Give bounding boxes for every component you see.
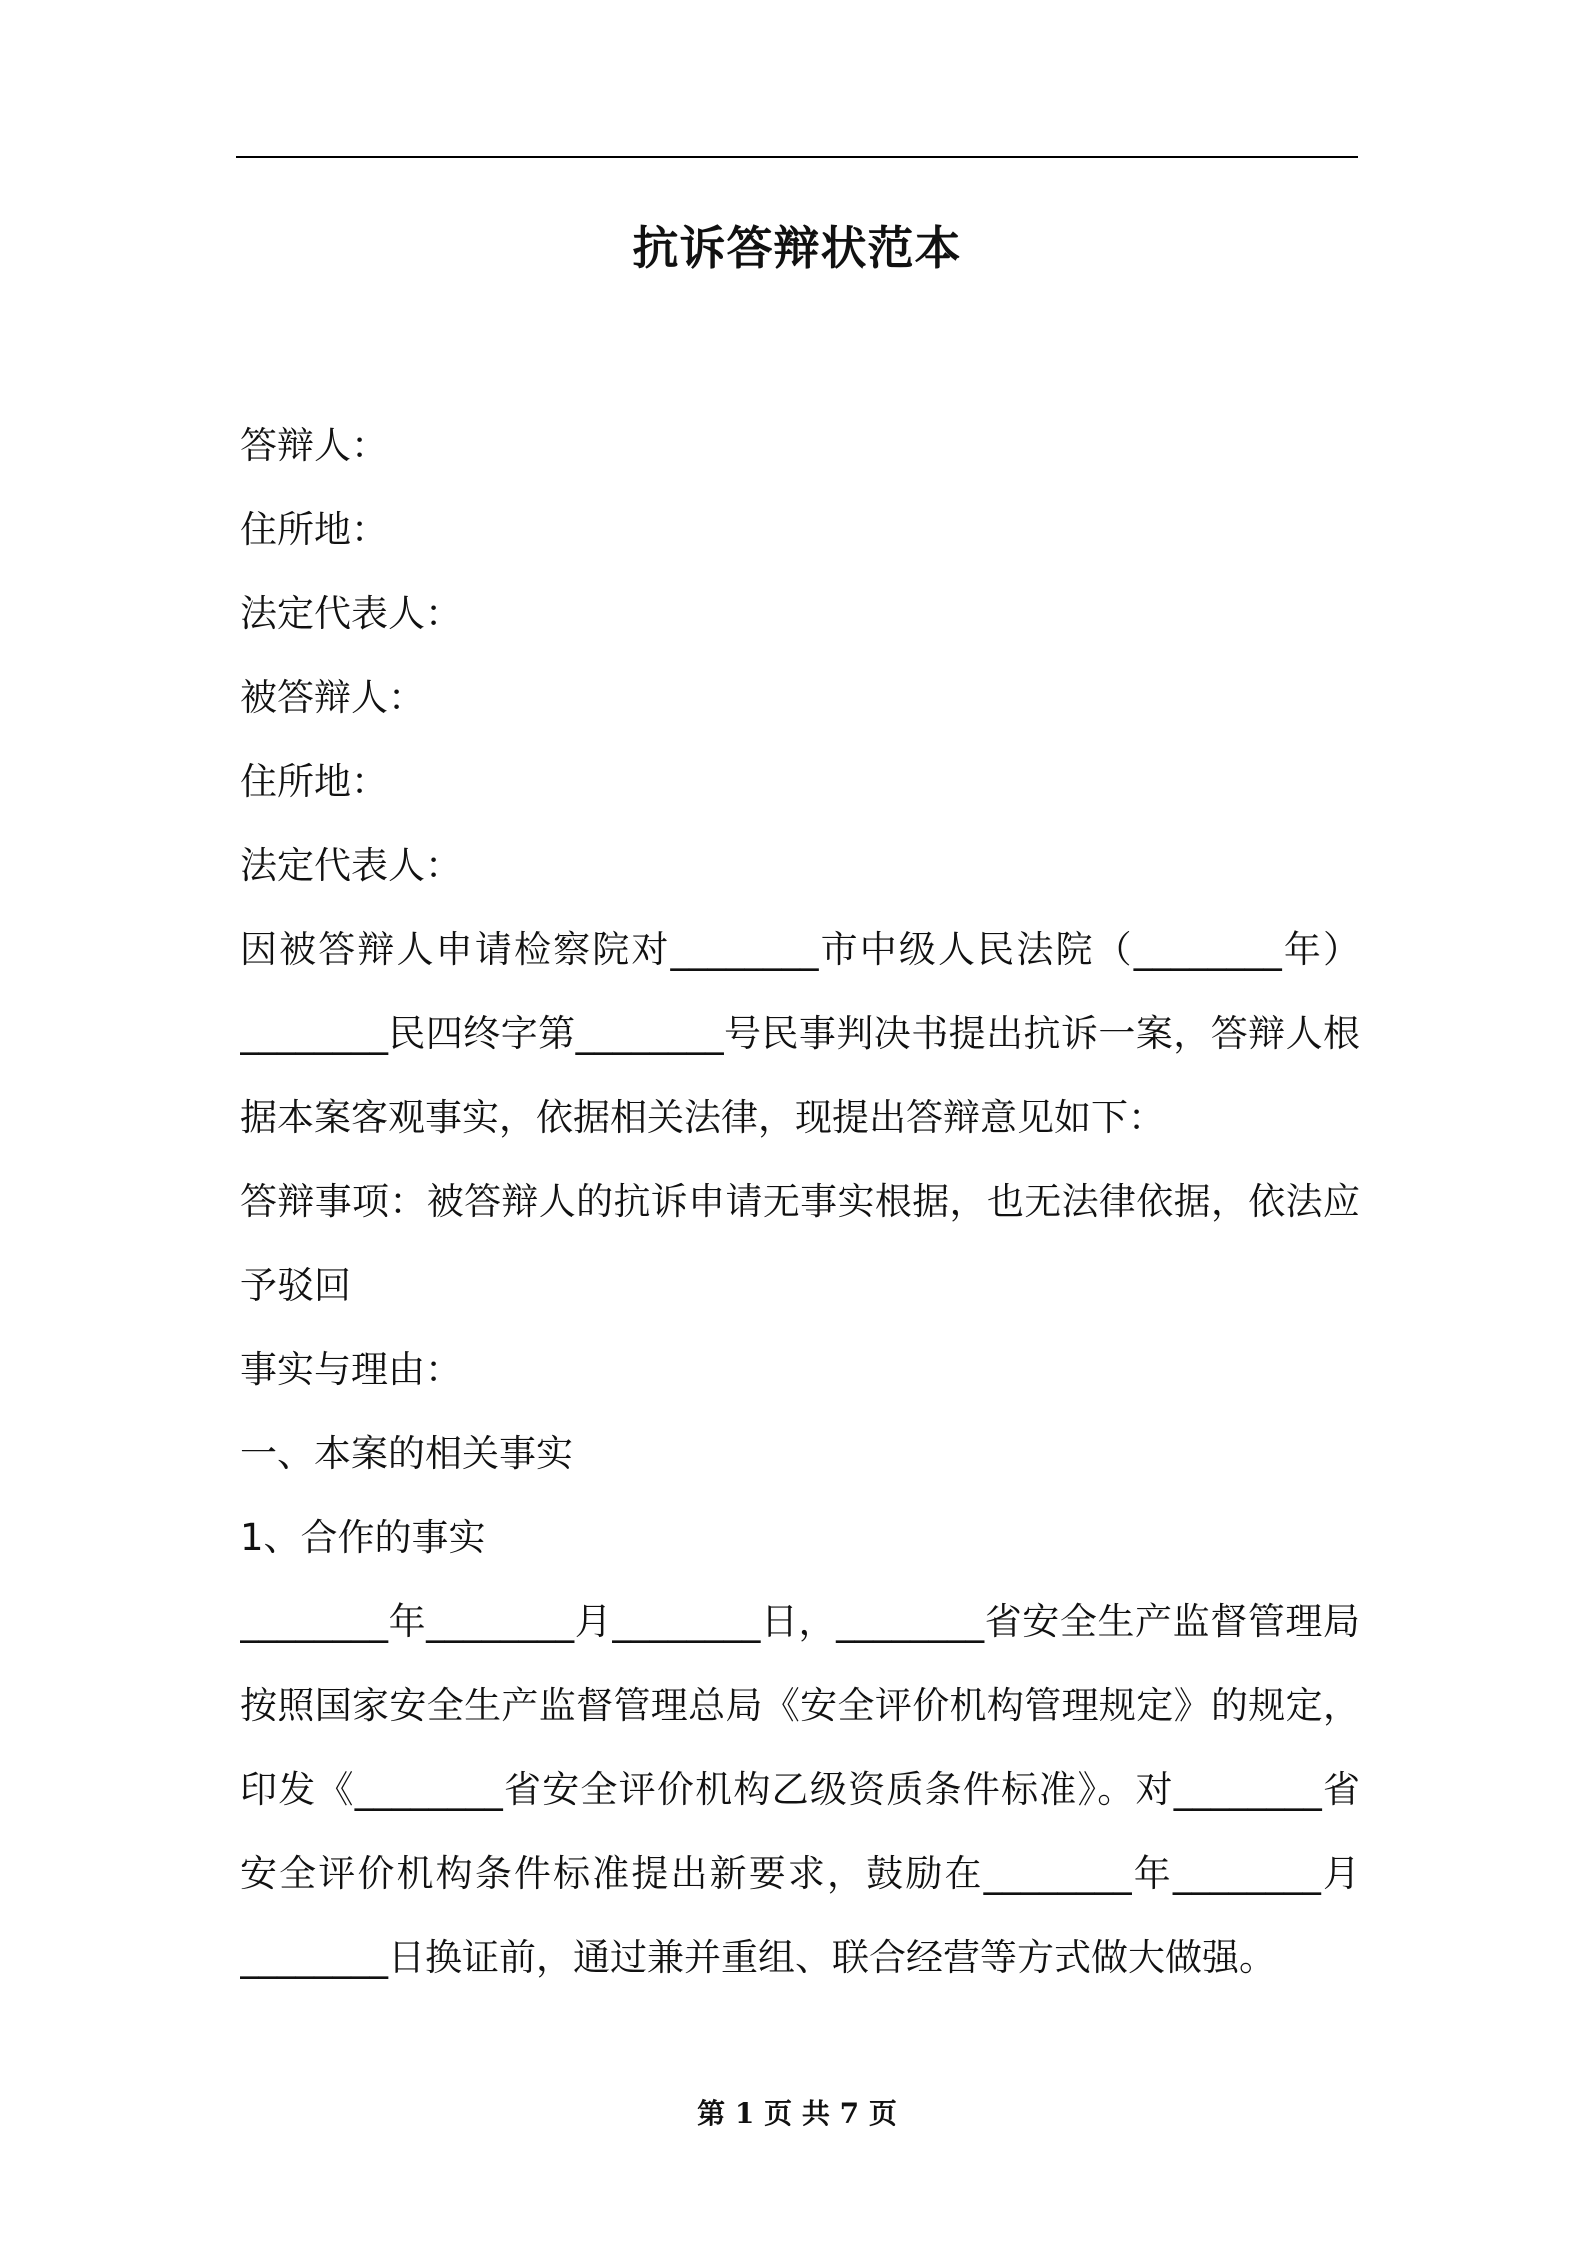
subsection-heading: 1、合作的事实 [240, 1516, 486, 1559]
opposing-party-address-label: 住所地： [240, 760, 388, 803]
opposing-party-legal-rep-label: 法定代表人： [240, 844, 462, 887]
paragraph-line: 因被答辩人申请检察院对________市中级人民法院（________年） [240, 928, 1360, 971]
document-body [240, 404, 1360, 2000]
respondent-label: 答辩人： [240, 424, 388, 467]
paragraph-line: 答辩事项：被答辩人的抗诉申请无事实根据，也无法律依据，依法应 [240, 1180, 1360, 1223]
paragraph-line: 安全评价机构条件标准提出新要求，鼓励在________年________月 [240, 1852, 1360, 1895]
document-title: 抗诉答辩状范本 [632, 221, 962, 275]
section-heading: 事实与理由： [240, 1348, 462, 1391]
opposing-party-label: 被答辩人： [240, 676, 425, 719]
paragraph-line: ________日换证前，通过兼并重组、联合经营等方式做大做强。 [240, 1936, 1276, 1979]
respondent-address-label: 住所地： [240, 508, 388, 551]
paragraph-line: 按照国家安全生产监督管理总局《安全评价机构管理规定》的规定， [240, 1684, 1360, 1727]
page-number-footer: 第 1 页 共 7 页 [697, 2097, 897, 2130]
paragraph-line: 据本案客观事实，依据相关法律，现提出答辩意见如下： [240, 1096, 1165, 1139]
paragraph-line: 印发《________省安全评价机构乙级资质条件标准》。对________省 [240, 1768, 1360, 1811]
header-rule [236, 156, 1358, 158]
paragraph-line: ________年________月________日，________省安全生产监督管理局 [240, 1600, 1360, 1643]
paragraph-line: 予驳回 [240, 1264, 351, 1307]
section-heading: 一、本案的相关事实 [240, 1432, 573, 1475]
paragraph-line: ________民四终字第________号民事判决书提出抗诉一案，答辩人根 [240, 1012, 1360, 1055]
respondent-legal-rep-label: 法定代表人： [240, 592, 462, 635]
